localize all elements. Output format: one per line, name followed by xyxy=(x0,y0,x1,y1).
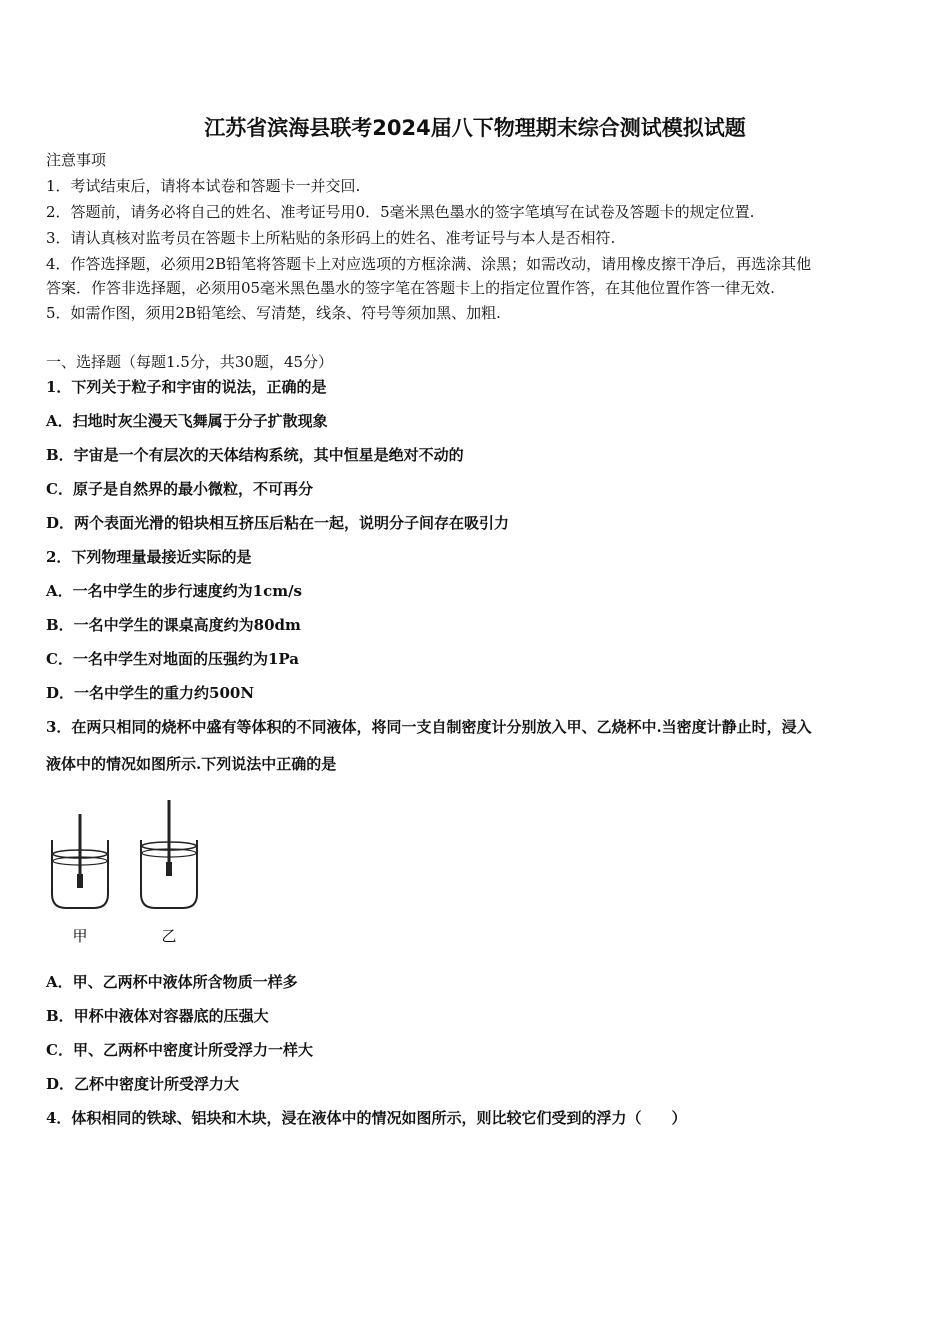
notice-item: 2．答题前，请务必将自己的姓名、准考证号用0．5毫米黑色墨水的签字笔填写在试卷及答题卡的规定位置. xyxy=(46,203,755,221)
q3-option-a: A．甲、乙两杯中液体所含物质一样多 xyxy=(46,973,298,991)
notice-item: 5．如需作图，须用2B铅笔绘、写清楚，线条、符号等须加黑、加粗. xyxy=(46,304,501,322)
q1-option-a: A．扫地时灰尘漫天飞舞属于分子扩散现象 xyxy=(46,412,328,430)
densitometer-bulb-jia xyxy=(77,874,83,888)
question-3-stem-cont: 液体中的情况如图所示.下列说法中正确的是 xyxy=(46,755,337,773)
q1-option-d: D．两个表面光滑的铅块相互挤压后粘在一起，说明分子间存在吸引力 xyxy=(46,514,510,532)
notice-item: 答案．作答非选择题，必须用05毫米黑色墨水的签字笔在答题卡上的指定位置作答，在其他位置作答一律无效. xyxy=(46,279,775,297)
q2-option-a: A．一名中学生的步行速度约为1cm/s xyxy=(46,582,303,600)
q1-option-b: B．宇宙是一个有层次的天体结构系统，其中恒星是绝对不动的 xyxy=(46,446,464,464)
beakers-diagram xyxy=(46,796,216,951)
question-3-stem: 3．在两只相同的烧杯中盛有等体积的不同液体，将同一支自制密度计分别放入甲、乙烧杯中.当密度计静止时，浸入 xyxy=(46,718,812,736)
label-jia: 甲 xyxy=(72,927,88,945)
q1-option-c: C．原子是自然界的最小微粒，不可再分 xyxy=(46,480,313,498)
page-title: 江苏省滨海县联考2024届八下物理期末综合测试模拟试题 xyxy=(204,116,746,140)
question-2-stem: 2．下列物理量最接近实际的是 xyxy=(46,548,252,566)
question-1-stem: 1．下列关于粒子和宇宙的说法，正确的是 xyxy=(46,378,327,396)
q3-option-c: C．甲、乙两杯中密度计所受浮力一样大 xyxy=(46,1041,313,1059)
densitometer-figure xyxy=(46,796,216,955)
label-yi: 乙 xyxy=(161,927,177,945)
q2-option-c: C．一名中学生对地面的压强约为1Pa xyxy=(46,650,299,668)
section-heading: 一、选择题（每题1.5分，共30题，45分） xyxy=(46,353,334,371)
question-4-stem: 4．体积相同的铁球、铝块和木块，浸在液体中的情况如图所示，则比较它们受到的浮力（ ） xyxy=(46,1109,687,1127)
q2-option-b: B．一名中学生的课桌高度约为80dm xyxy=(46,616,301,634)
q2-option-d: D．一名中学生的重力约500N xyxy=(46,684,255,702)
q3-option-d: D．乙杯中密度计所受浮力大 xyxy=(46,1075,240,1093)
densitometer-bulb-yi xyxy=(166,862,172,876)
notice-item: 4．作答选择题，必须用2B铅笔将答题卡上对应选项的方框涂满、涂黑；如需改动，请用橡皮擦干净后，再选涂其他 xyxy=(46,255,812,273)
notice-item: 3．请认真核对监考员在答题卡上所粘贴的条形码上的姓名、准考证号与本人是否相符. xyxy=(46,229,616,247)
q3-option-b: B．甲杯中液体对容器底的压强大 xyxy=(46,1007,269,1025)
notice-heading: 注意事项 xyxy=(46,151,107,169)
notice-item: 1．考试结束后，请将本试卷和答题卡一并交回. xyxy=(46,177,361,195)
